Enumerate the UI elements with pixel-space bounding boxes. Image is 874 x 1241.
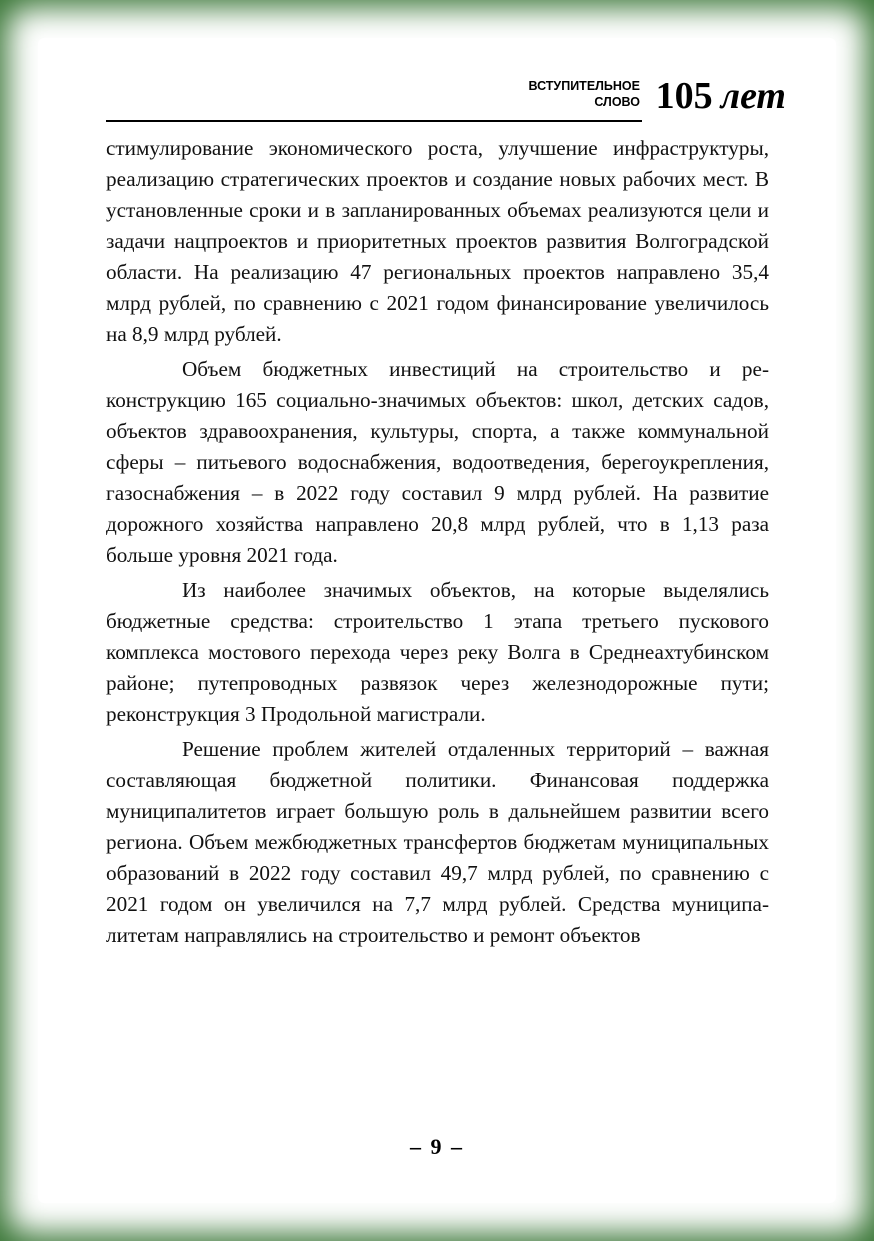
running-header [106, 68, 786, 124]
page-number: – 9 – [410, 1134, 464, 1159]
paragraph-1: стимулирование экономического роста, улучшение инфраструктуры, реализацию стратегических проектов и создание новых рабочих мест. В установленные сроки и в запланированных объемах реализуются цели и задачи нацпроектов и приоритетных проектов развития Волгоградской области. На реализацию 47 региональных проектов направлено 35,4 млрд рублей, по сравнению с 2021 годом финансирование увеличилось на 8,9 млрд рублей. [106, 136, 769, 346]
header-section-title [529, 78, 640, 110]
header-section-line1: ВСТУПИТЕЛЬНОЕ [528, 79, 640, 93]
header-section-line2: СЛОВО [594, 95, 640, 109]
brand-word: лет [720, 75, 786, 117]
header-rule [106, 120, 642, 122]
paragraph-3: Из наиболее значимых объектов, на которые выделялись бюджетные средства: строительство 1 этапа третьего пускового комплекса мостового перехода через реку Волга в Среднеахтубинском районе; путепроводных развязок через железнодорожные пути; реконструкция 3 Продольной магистрали. [106, 578, 769, 726]
paragraph-4: Решение проблем жителей отдаленных территорий – важная составляющая бюджетной политики. Финансовая поддержка муниципалитетов играет большую роль в дальнейшем развитии всего региона. Объем межбюджетных трансфертов бюджетам муниципальных образований в 2022 году составил 49,7 млрд рублей, по сравнению с 2021 годом он увеличился на 7,7 млрд рублей. Средства муниципалитетам направлялись на строительство и ремонт объектов [106, 737, 769, 947]
body-text [106, 133, 769, 951]
paragraph-2: Объем бюджетных инвестиций на строительство и реконструкцию 165 социально-значимых объектов: школ, детских садов, объектов здравоохранения, культуры, спорта, а также коммунальной сферы – питьевого водоснабжения, водоотведения, берегоукрепления, газоснабжения – в 2022 году составил 9 млрд рублей. На развитие дорожного хозяйства направлено 20,8 млрд рублей, что в 1,13 раза больше уровня 2021 года. [106, 357, 769, 567]
brand-number: 105 [655, 75, 713, 117]
header-brand [656, 74, 786, 118]
